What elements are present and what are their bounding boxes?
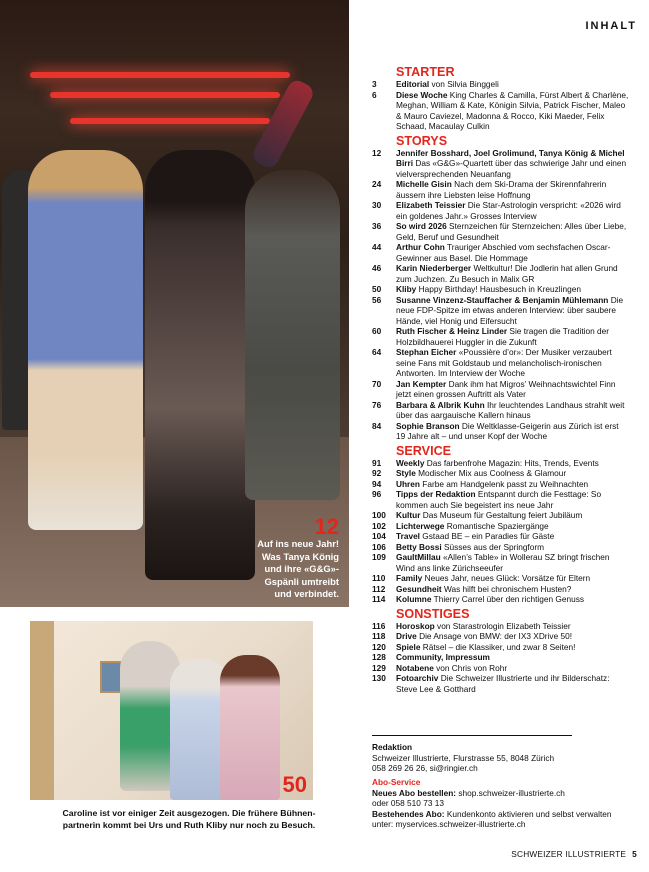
toc-headline: Stephan Eicher: [396, 347, 457, 357]
toc-page-number: 114: [372, 594, 386, 604]
person-figure: [245, 170, 340, 500]
toc-entry[interactable]: [372, 552, 630, 573]
toc-page-number: 104: [372, 531, 386, 541]
toc-entry[interactable]: [372, 148, 630, 180]
toc-page-number: 109: [372, 552, 386, 562]
toc-headline: GaultMillau: [396, 552, 441, 562]
neon-light: [30, 72, 290, 78]
toc-page-number: 24: [372, 179, 382, 189]
toc-headline: Jennifer Bosshard, Joel Grolimund, Tanya König & Michel Birri: [396, 147, 625, 168]
redaktion-contact[interactable]: 058 269 26 26, si@ringier.ch: [372, 763, 478, 773]
toc-description: Die Schweizer Illustrierte und ihr Bilderschatz: Steve Lee & Gotthard: [396, 673, 610, 694]
toc-description: von Silvia Binggeli: [429, 79, 499, 89]
toc-description: Dank ihm hat Migros’ Weihnachtswichtel Finn jetzt einen grossen Auftritt als Vater: [396, 378, 616, 399]
toc-page-number: 116: [372, 620, 386, 631]
toc-entry[interactable]: [372, 347, 630, 379]
photo-caption: [58, 807, 320, 831]
toc-page-number: 64: [372, 347, 382, 357]
toc-description: Süsses aus der Springform: [441, 541, 545, 552]
abo-existing-label: Bestehendes Abo:: [372, 808, 445, 819]
redaktion-block: [372, 735, 572, 774]
caption-line: partnerin kommt bei Urs und Ruth Kliby nur noch zu Besuch.: [62, 820, 316, 830]
toc-page-number: 12: [372, 147, 382, 158]
toc-headline: Family: [396, 573, 423, 583]
toc-headline: Spiele: [396, 641, 421, 652]
toc-entry[interactable]: [372, 642, 630, 653]
toc-description: «Allen’s Table» in Wollerau SZ bringt frischen Wind ans linke Zürichseeufer: [396, 552, 610, 573]
toc-headline: Jan Kempter: [396, 378, 447, 389]
person-figure: [220, 655, 280, 800]
toc-description: Die Star-Astrologin verspricht: «2026 wird ein goldenes Jahr.» Grosses Interview: [396, 200, 621, 221]
toc-text: [396, 673, 630, 694]
toc-page-number: 112: [372, 583, 386, 594]
toc-entry[interactable]: [372, 673, 630, 694]
toc-text: [396, 379, 630, 400]
toc-description: Das «G&G»-Quartett über das schwierige Jahr und einen vielversprechenden Neuanfang: [396, 158, 627, 179]
toc-page-number: 91: [372, 457, 382, 468]
toc-entry[interactable]: [372, 263, 630, 284]
toc-headline: Drive: [396, 631, 417, 641]
toc-entry[interactable]: [372, 521, 630, 532]
toc-description: von Starastrologin Elizabeth Teissier: [434, 620, 571, 631]
toc-headline: Kliby: [396, 284, 417, 294]
caption-line: Gspänli umtreibt: [264, 575, 339, 587]
abo-new-label: Neues Abo bestellen:: [372, 787, 457, 798]
toc-text: [396, 295, 630, 327]
toc-entry[interactable]: [372, 652, 630, 663]
toc-text: [396, 542, 630, 553]
toc-entry[interactable]: [372, 479, 630, 490]
toc-description: Gstaad BE – ein Paradies für Gäste: [420, 531, 555, 541]
toc-headline: Arthur Cohn: [396, 242, 445, 252]
redaktion-address: Schweizer Illustrierte, Flurstrasse 55, 8048 Zürich: [372, 752, 555, 763]
toc-description: Entspannt durch die Festtage: So kommen auch Sie begeistert ins neue Jahr: [396, 489, 602, 510]
toc-text: [396, 584, 630, 595]
toc-page-number: 84: [372, 420, 382, 431]
toc-description: Die Weltklasse-Geigerin aus Zürich ist erst 19 Jahre alt – und unser Kopf der Woche: [396, 420, 619, 441]
toc-description: «Poussière d’or»: Der Musiker verzaubert seine Fans mit Goldstaub und melancholisch-ironischen Antworten. Im Interview der Woche: [396, 347, 612, 378]
toc-headline: Tipps der Redaktion: [396, 489, 476, 499]
toc-headline: Uhren: [396, 478, 420, 489]
toc-entry[interactable]: [372, 542, 630, 553]
toc-text: [396, 221, 630, 242]
toc-page-number: 36: [372, 221, 382, 231]
toc-description: Das farbenfrohe Magazin: Hits, Trends, Events: [424, 457, 599, 468]
toc-page-number: 100: [372, 510, 386, 520]
toc-description: Ihr leuchtendes Landhaus strahlt weit über das aargauische Kallern hinaus: [396, 399, 625, 420]
toc-headline: Notabene: [396, 662, 434, 673]
toc-headline: Kolumne: [396, 594, 432, 604]
photo-caption: [257, 516, 339, 601]
toc-page-number: 44: [372, 242, 382, 252]
toc-description: Rätsel – die Klassiker, und zwar 8 Seiten!: [420, 641, 576, 652]
toc-page-number: 46: [372, 263, 382, 273]
toc-description: Sie tragen die Tradition der Holzbildhauerei Huggler in die Zukunft: [396, 326, 610, 347]
toc-text: [396, 242, 630, 263]
caption-line: Caroline ist vor einiger Zeit ausgezogen. Die frühere Bühnen-: [62, 808, 316, 818]
toc-entry[interactable]: [372, 379, 630, 400]
toc-page-number: 129: [372, 662, 386, 673]
toc-text: [396, 573, 630, 584]
toc-headline: Editorial: [396, 79, 430, 89]
toc-text: [396, 421, 630, 442]
toc-text: [396, 458, 630, 469]
magazine-name: SCHWEIZER ILLUSTRIERTE: [511, 849, 627, 859]
toc-page-number: 128: [372, 652, 386, 662]
abo-existing-link[interactable]: Kundenkonto aktivieren und selbst verwalten unter: myservices.schweizer-illustrierte.ch: [372, 808, 612, 829]
toc-text: [396, 621, 630, 632]
toc-description: Farbe am Handgelenk passt zu Weihnachten: [419, 478, 589, 489]
toc-description: Sternzeichen für Sternzeichen: Alles über Liebe, Geld, Beruf und Gesundheit: [396, 221, 627, 242]
toc-text: [396, 631, 630, 642]
toc-headline: Gesundheit: [396, 583, 442, 594]
toc-entry[interactable]: [372, 631, 630, 642]
page-number: 5: [632, 849, 637, 859]
toc-page-number: 94: [372, 478, 382, 489]
toc-entry[interactable]: [372, 90, 630, 132]
toc-entry[interactable]: [372, 221, 630, 242]
toc-entry[interactable]: [372, 179, 630, 200]
toc-page-number: 106: [372, 541, 386, 552]
caption-line: und ihre «G&G»-: [264, 563, 339, 575]
toc-headline: Michelle Gisin: [396, 179, 452, 189]
toc-description: Die Ansage von BMW: der IX3 XDrive 50!: [416, 631, 573, 641]
toc-headline: Betty Bossi: [396, 541, 442, 552]
abo-heading: Abo-Service: [372, 777, 421, 787]
toc-page-number: 110: [372, 573, 386, 583]
caption-line: Was Tanya König: [261, 550, 339, 562]
abo-phone: oder 058 510 73 13: [372, 798, 444, 808]
toc-page-number: 92: [372, 468, 382, 478]
toc-description: King Charles & Camilla, Fürst Albert & Charlène, Meghan, William & Kate, Königin Silvia, Patrick Fischer, Maleo & Mauro Caviezel, Madonna & Rocco, Kiki Maeder, Felix Schaad, Macaulay Culkin: [396, 89, 629, 131]
toc-entry[interactable]: [372, 421, 630, 442]
toc-headline: Style: [396, 468, 416, 478]
toc-text: [396, 148, 630, 180]
toc-text: [396, 90, 630, 132]
toc-headline: Susanne Vinzenz-Stauffacher & Benjamin Mühlemann: [396, 294, 609, 305]
section-heading: SONSTIGES: [396, 606, 470, 621]
abo-new-link[interactable]: shop.schweizer-illustrierte.ch: [456, 787, 565, 798]
toc-description: Neues Jahr, neues Glück: Vorsätze für Eltern: [422, 573, 591, 583]
toc-entry[interactable]: [372, 326, 630, 347]
abo-existing-line: [372, 809, 612, 830]
toc-description: Die neue FDP-Spitze im etwas anderen Interview: über saubere Hände, viel Honig und Eifersucht: [396, 294, 624, 326]
toc-headline: Barbara & Albrik Kuhn: [396, 399, 485, 410]
toc-entry[interactable]: [372, 510, 630, 521]
toc-headline: Fotoarchiv: [396, 673, 439, 683]
toc-entry[interactable]: [372, 531, 630, 542]
toc-headline: Sophie Branson: [396, 420, 460, 431]
toc-page-number: 118: [372, 631, 386, 641]
toc-entry[interactable]: [372, 584, 630, 595]
toc-page-number: 6: [372, 89, 377, 100]
toc-description: von Chris von Rohr: [433, 662, 508, 673]
toc-entry[interactable]: [372, 594, 630, 605]
toc-description: Romantische Spaziergänge: [444, 520, 549, 531]
toc-page-number: 70: [372, 378, 382, 389]
toc-text: [396, 326, 630, 347]
redaktion-heading: Redaktion: [372, 742, 413, 752]
toc-entry[interactable]: [372, 621, 630, 632]
cover-photo: [0, 0, 349, 607]
toc-text: [396, 594, 630, 605]
toc-headline: Travel: [396, 531, 420, 541]
toc-page-number: 3: [372, 79, 377, 89]
toc-headline: Community, Impressum: [396, 652, 490, 662]
toc-text: [396, 510, 630, 521]
toc-headline: Karin Niederberger: [396, 263, 472, 273]
person-figure: [145, 150, 255, 580]
toc-page-number: 30: [372, 200, 382, 210]
toc-headline: Kultur: [396, 510, 421, 520]
section-heading: STORYS: [396, 133, 448, 148]
toc-entry[interactable]: [372, 284, 630, 295]
toc-entry[interactable]: [372, 573, 630, 584]
toc-entry[interactable]: [372, 489, 630, 510]
abo-new-line: [372, 788, 612, 799]
toc-description: Modischer Mix aus Coolness & Glamour: [415, 468, 567, 478]
toc-headline: Horoskop: [396, 620, 435, 631]
toc-headline: Ruth Fischer & Heinz Linder: [396, 326, 508, 336]
toc-text: [396, 552, 630, 573]
toc-page-number: 96: [372, 489, 382, 499]
toc-entry[interactable]: [372, 79, 630, 90]
neon-light: [50, 92, 280, 98]
toc-page-number: 102: [372, 520, 386, 531]
kliby-photo: [30, 621, 313, 800]
toc-text: [396, 263, 630, 284]
toc-entry[interactable]: [372, 458, 630, 469]
toc-text: [396, 468, 630, 479]
toc-entry[interactable]: [372, 295, 630, 327]
toc-entry[interactable]: [372, 242, 630, 263]
toc-text: [396, 521, 630, 532]
toc-text: [396, 663, 630, 674]
toc-page-number: 120: [372, 641, 386, 652]
toc-description: Trauriger Abschied vom sechsfachen Oscar-Gewinner aus Basel. Die Hommage: [396, 242, 611, 263]
toc-page-number: 56: [372, 294, 382, 305]
toc-entry[interactable]: [372, 468, 630, 479]
toc-text: [396, 652, 630, 663]
photo-page-number: 50: [282, 772, 307, 797]
person-figure: [28, 150, 143, 530]
toc-page-number: 60: [372, 326, 382, 336]
toc-text: [396, 642, 630, 653]
toc-headline: Diese Woche: [396, 89, 448, 100]
toc-description: Nach dem Ski-Drama der Skirennfahrerin äussern ihre Liebsten leise Hoffnung: [396, 179, 607, 200]
toc-description: Was hilft bei chronischem Husten?: [441, 583, 572, 594]
toc-entry[interactable]: [372, 400, 630, 421]
toc-entry[interactable]: [372, 200, 630, 221]
toc-description: Das Museum für Gestaltung feiert Jubiläum: [420, 510, 583, 520]
toc-headline: Weekly: [396, 457, 425, 468]
table-of-contents: [372, 63, 630, 694]
toc-headline: Lichterwege: [396, 520, 445, 531]
section-heading: SERVICE: [396, 443, 452, 458]
neon-light: [70, 118, 270, 124]
toc-page-number: 50: [372, 284, 382, 294]
toc-text: [396, 79, 630, 90]
toc-description: Weltkultur! Die Jodlerin hat allen Grund zum Juchzen. Zu Besuch in Malix GR: [396, 263, 618, 284]
caption-line: und verbindet.: [274, 588, 339, 600]
abo-block: [372, 777, 612, 830]
toc-text: [396, 284, 630, 295]
page-footer: [511, 849, 637, 859]
caption-page-number: 12: [314, 514, 339, 540]
section-heading: STARTER: [396, 65, 455, 79]
toc-text: [396, 400, 630, 421]
toc-text: [396, 347, 630, 379]
toc-page-number: 130: [372, 673, 386, 683]
toc-headline: So wird 2026: [396, 221, 447, 231]
toc-text: [396, 179, 630, 200]
toc-text: [396, 531, 630, 542]
toc-text: [396, 200, 630, 221]
toc-page-number: 76: [372, 399, 382, 410]
toc-entry[interactable]: [372, 663, 630, 674]
toc-description: Happy Birthday! Hausbesuch in Kreuzlingen: [416, 284, 581, 294]
toc-text: [396, 489, 630, 510]
page-title: INHALT: [585, 20, 637, 32]
shelf: [30, 621, 54, 800]
caption-line: Auf ins neue Jahr!: [257, 538, 339, 550]
toc-text: [396, 479, 630, 490]
toc-description: Thierry Carrel über den richtigen Genuss: [431, 594, 584, 604]
toc-headline: Elizabeth Teissier: [396, 200, 466, 210]
